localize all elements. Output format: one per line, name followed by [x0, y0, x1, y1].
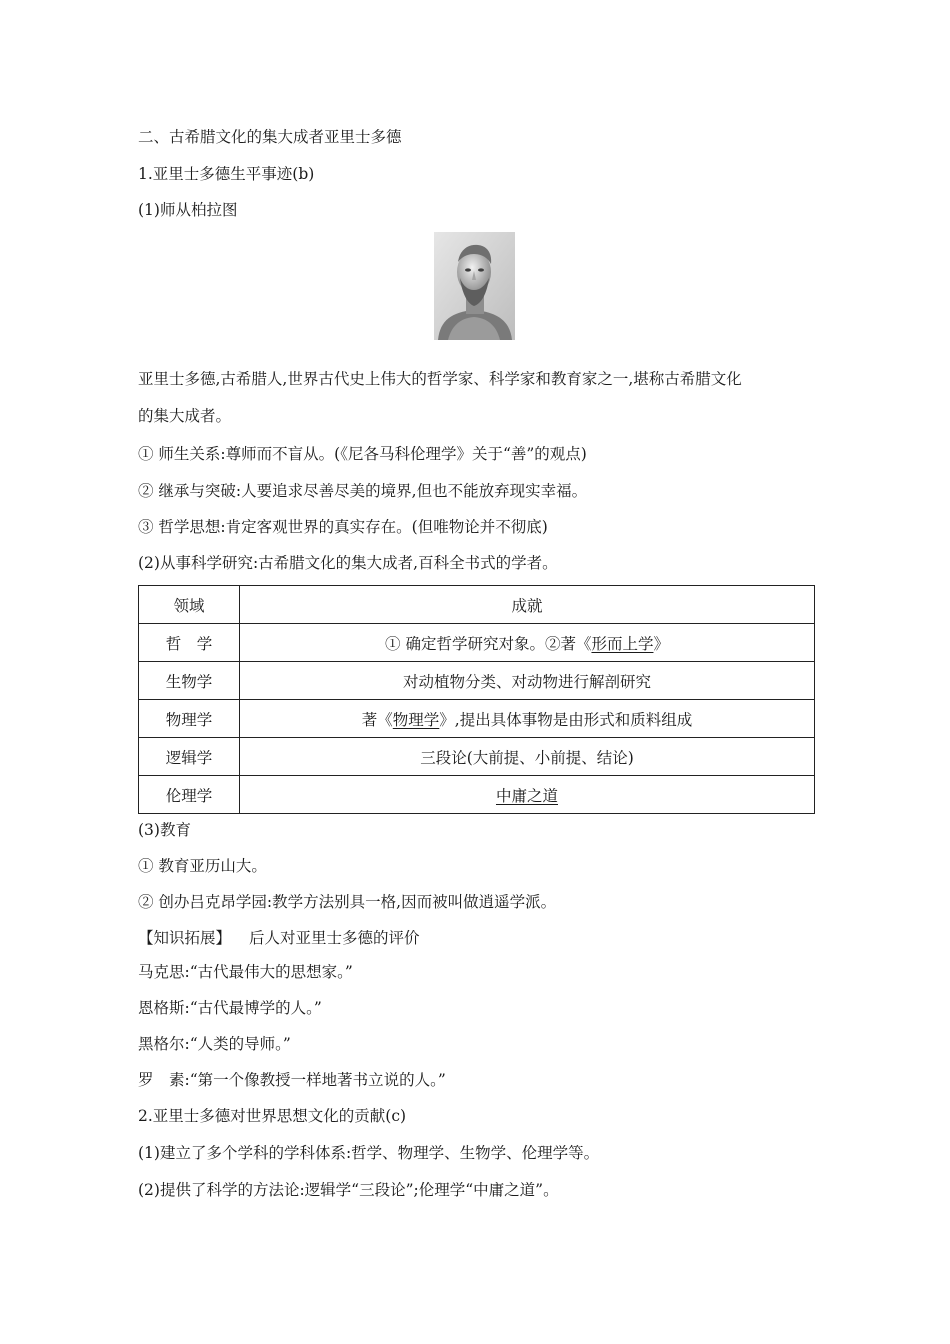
evaluation-3: 黑格尔:“人类的导师。”	[138, 1035, 291, 1053]
achievement-text: ① 确定哲学研究对象。②著《	[385, 634, 592, 653]
achievements-table	[138, 585, 815, 814]
achievement-text: 对动植物分类、对动物进行解剖研究	[402, 672, 651, 691]
point-2: ② 继承与突破:人要追求尽善尽美的境界,但也不能放弃现实幸福。	[138, 482, 588, 500]
table-row	[139, 776, 815, 814]
education-1: ① 教育亚历山大。	[138, 857, 267, 875]
achievement-text-end: 》,提出具体事物是由形式和质料组成	[439, 710, 693, 729]
evaluation-1: 马克思:“古代最伟大的思想家。”	[138, 963, 353, 981]
field-cell: 生物学	[139, 662, 240, 700]
book-title: 形而上学	[591, 634, 654, 653]
table-row	[139, 662, 815, 700]
field-cell: 物理学	[139, 700, 240, 738]
sub3-title: (3)教育	[138, 821, 191, 839]
sub1-title: (1)师从柏拉图	[138, 201, 238, 219]
evaluation-4: 罗 素:“第一个像教授一样地著书立说的人。”	[138, 1071, 446, 1089]
field-cell: 逻辑学	[139, 738, 240, 776]
achievement-cell	[240, 700, 815, 738]
book-title: 中庸之道	[495, 786, 558, 805]
item1-title: 1.亚里士多德生平事迹(b)	[138, 165, 315, 183]
table-row	[139, 624, 815, 662]
point-1: ① 师生关系:尊师而不盲从。(《尼各马科伦理学》关于“善”的观点)	[138, 445, 587, 463]
header-field: 领域	[139, 586, 240, 624]
achievement-cell	[240, 776, 815, 814]
achievement-text: 三段论(大前提、小前提、结论)	[420, 748, 634, 767]
education-2: ② 创办吕克昂学园:教学方法别具一格,因而被叫做逍遥学派。	[138, 893, 557, 911]
extension-title: 后人对亚里士多德的评价	[249, 929, 420, 947]
field-cell: 哲 学	[139, 624, 240, 662]
section-title: 二、古希腊文化的集大成者亚里士多德	[138, 128, 402, 146]
header-achievement: 成就	[240, 586, 815, 624]
sub2-title: (2)从事科学研究:古希腊文化的集大成者,百科全书式的学者。	[138, 554, 558, 572]
intro-line-2: 的集大成者。	[138, 407, 232, 425]
intro-line-1: 亚里士多德,古希腊人,世界古代史上伟大的哲学家、科学家和教育家之一,堪称古希腊文化	[138, 370, 742, 388]
evaluation-2: 恩格斯:“古代最博学的人。”	[138, 999, 322, 1017]
table-row	[139, 738, 815, 776]
extension-heading	[138, 928, 420, 948]
contribution-1: (1)建立了多个学科的学科体系:哲学、物理学、生物学、伦理学等。	[138, 1144, 600, 1162]
table-row	[139, 700, 815, 738]
achievement-cell	[240, 738, 815, 776]
achievement-text-end: 》	[653, 634, 669, 653]
field-cell: 伦理学	[139, 776, 240, 814]
aristotle-bust-portrait	[434, 232, 515, 340]
achievement-text: 著《	[361, 710, 393, 729]
extension-label: 【知识拓展】	[138, 929, 232, 947]
book-title: 物理学	[392, 710, 440, 729]
item2-title: 2.亚里士多德对世界思想文化的贡献(c)	[138, 1107, 407, 1125]
achievement-cell	[240, 662, 815, 700]
point-3: ③ 哲学思想:肯定客观世界的真实存在。(但唯物论并不彻底)	[138, 518, 548, 536]
table-header-row	[139, 586, 815, 624]
contribution-2: (2)提供了科学的方法论:逻辑学“三段论”;伦理学“中庸之道”。	[138, 1181, 559, 1199]
achievement-cell	[240, 624, 815, 662]
